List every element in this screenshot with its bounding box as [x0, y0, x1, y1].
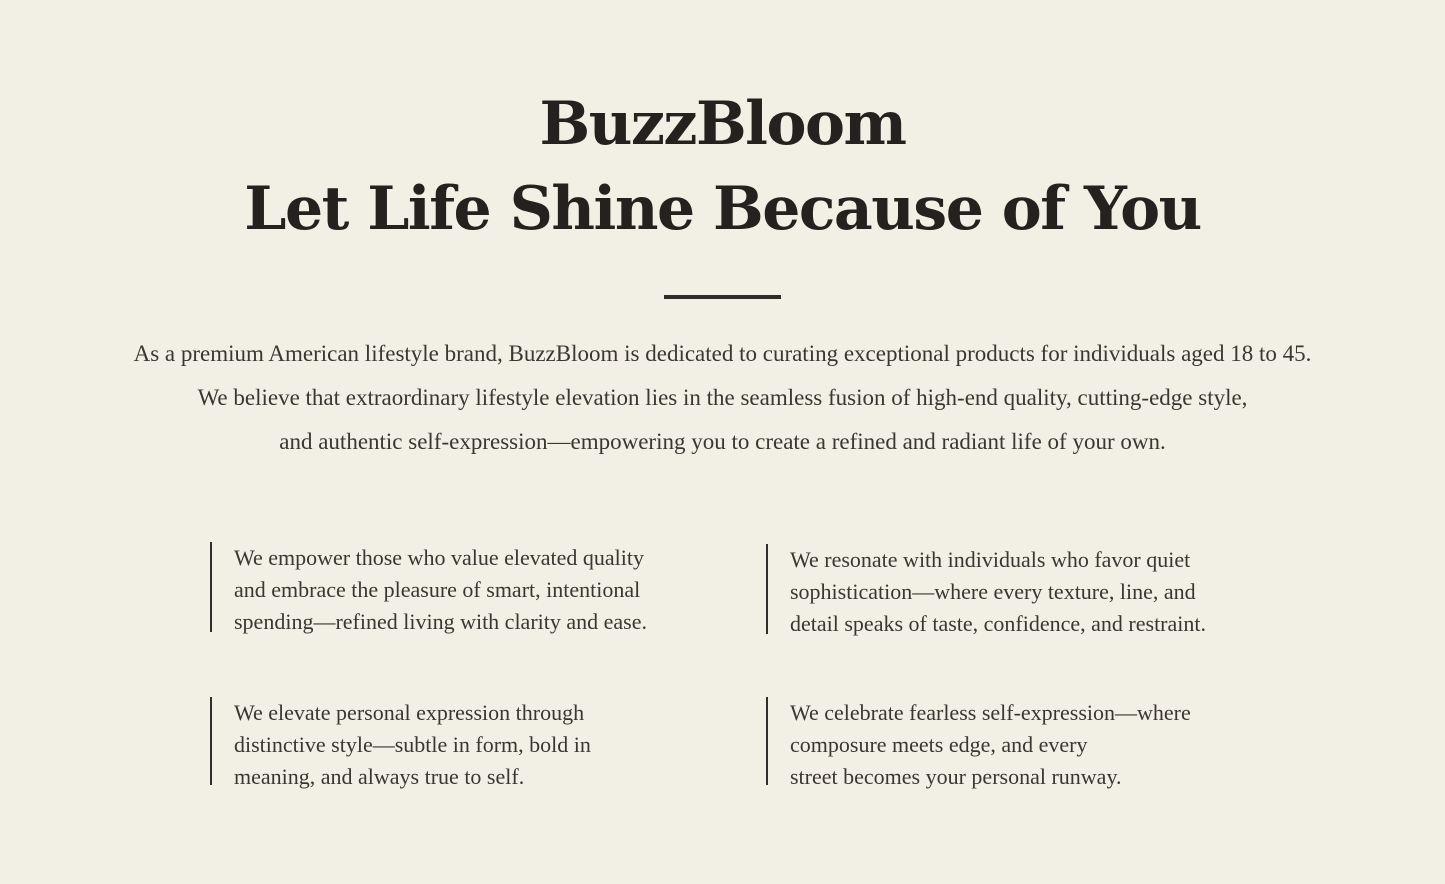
value-card-sophistication: [766, 544, 1290, 634]
intro-line-3: and authentic self-expression—empowering you to create a refined and radiant life of your own.: [279, 429, 1166, 454]
value-card-line: We elevate personal expression through: [234, 700, 585, 725]
intro-line-2: We believe that extraordinary lifestyle elevation lies in the seamless fusion of high-end quality, cutting-edge style,: [197, 385, 1248, 410]
value-card-line: We celebrate fearless self-expression—where: [790, 700, 1191, 725]
value-card-expression: [210, 697, 734, 789]
value-card-line: spending—refined living with clarity and ease.: [234, 609, 647, 634]
value-card-line: composure meets edge, and every: [790, 732, 1088, 757]
intro-line-1: As a premium American lifestyle brand, BuzzBloom is dedicated to curating exceptional products for individuals aged 18 to 45.: [133, 341, 1312, 366]
value-card-line: distinctive style—subtle in form, bold in: [234, 732, 591, 757]
value-card-line: and embrace the pleasure of smart, intentional: [234, 577, 641, 602]
value-card-self-expression: [766, 697, 1290, 789]
value-card-line: We resonate with individuals who favor quiet: [790, 547, 1191, 572]
value-card-quality: [210, 542, 744, 632]
value-card-line: street becomes your personal runway.: [790, 764, 1122, 789]
value-card-line: sophistication—where every texture, line, and: [790, 579, 1196, 604]
value-card-line: detail speaks of taste, confidence, and restraint.: [790, 611, 1207, 636]
value-card-line: We empower those who value elevated quality: [234, 545, 644, 570]
value-card-line: meaning, and always true to self.: [234, 764, 525, 789]
tagline-heading: Let Life Shine Because of You: [244, 174, 1201, 244]
brand-name-heading: BuzzBloom: [539, 89, 906, 159]
